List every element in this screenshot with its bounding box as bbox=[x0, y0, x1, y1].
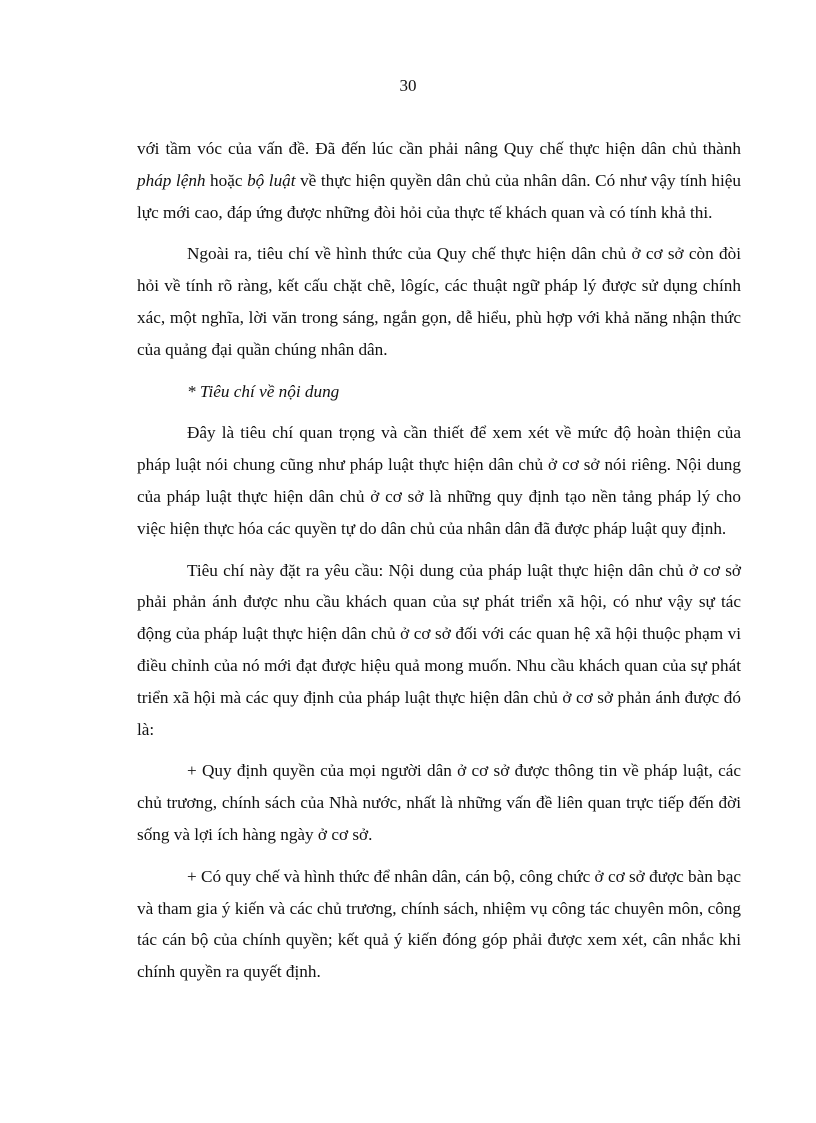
paragraph-form-criteria: Ngoài ra, tiêu chí về hình thức của Quy chế thực hiện dân chủ ở cơ sở còn đòi hỏi về tính rõ ràng, kết cấu chặt chẽ, lôgíc, các thuật ngữ pháp lý được sử dụng chính xác, một nghĩa, lời văn trong sáng, ngắn gọn, dễ hiểu, phù hợp với khả năng nhận thức của quảng đại quần chúng nhân dân. bbox=[137, 244, 741, 359]
italic-term-bo-luat: bộ luật bbox=[247, 170, 296, 190]
paragraph-content-requirements: Tiêu chí này đặt ra yêu cầu: Nội dung của pháp luật thực hiện dân chủ ở cơ sở phải phản ánh được nhu cầu khách quan của sự phát triển xã hội, có như vậy sự tác động của pháp luật thực hiện dân chủ ở cơ sở đối với các quan hệ xã hội thuộc phạm vi điều chỉnh của nó mới đạt được hiệu quả mong muốn. Nhu cầu khách quan của sự phát triển xã hội mà các quy định của pháp luật thực hiện dân chủ ở cơ sở phản ánh được đó là: bbox=[137, 560, 741, 739]
text-segment: với tầm vóc của vấn đề. Đã đến lúc cần phải nâng Quy chế thực hiện dân chủ thành bbox=[137, 139, 741, 158]
document-body bbox=[137, 133, 741, 998]
list-item-information-right: + Quy định quyền của mọi người dân ở cơ sở được thông tin về pháp luật, các chủ trương, chính sách của Nhà nước, nhất là những vấn đề liên quan trực tiếp đến đời sống và lợi ích hàng ngày ở cơ sở. bbox=[137, 761, 741, 844]
text-segment: hoặc bbox=[205, 170, 248, 190]
list-item-participation-mechanism: + Có quy chế và hình thức để nhân dân, cán bộ, công chức ở cơ sở được bàn bạc và tham gia ý kiến và các chủ trương, chính sách, nhiệm vụ công tác chuyên môn, công tác cán bộ của chính quyền; kết quả ý kiến đóng góp phải được xem xét, cân nhắc khi chính quyền ra quyết định. bbox=[137, 866, 741, 982]
paragraph-content-importance: Đây là tiêu chí quan trọng và cần thiết để xem xét về mức độ hoàn thiện của pháp luật nói chung cũng như pháp luật thực hiện dân chủ ở cơ sở nói riêng. Nội dung của pháp luật thực hiện dân chủ ở cơ sở là những quy định tạo nền tảng pháp lý cho việc hiện thực hóa các quyền tự do dân chủ của nhân dân đã được pháp luật quy định. bbox=[137, 423, 741, 538]
text-segment: về thực hiện quyền dân chủ của nhân dân. Có như vậy tính hiệu lực mới cao, đáp ứng được những đòi hỏi của thực tế khách quan và có tính khả thi. bbox=[137, 170, 742, 222]
section-heading-content-criteria: * Tiêu chí về nội dung bbox=[187, 381, 340, 401]
page-number: 30 bbox=[399, 76, 417, 95]
italic-term-phap-lenh: pháp lệnh bbox=[137, 170, 206, 190]
paragraph-continuation bbox=[137, 133, 741, 228]
